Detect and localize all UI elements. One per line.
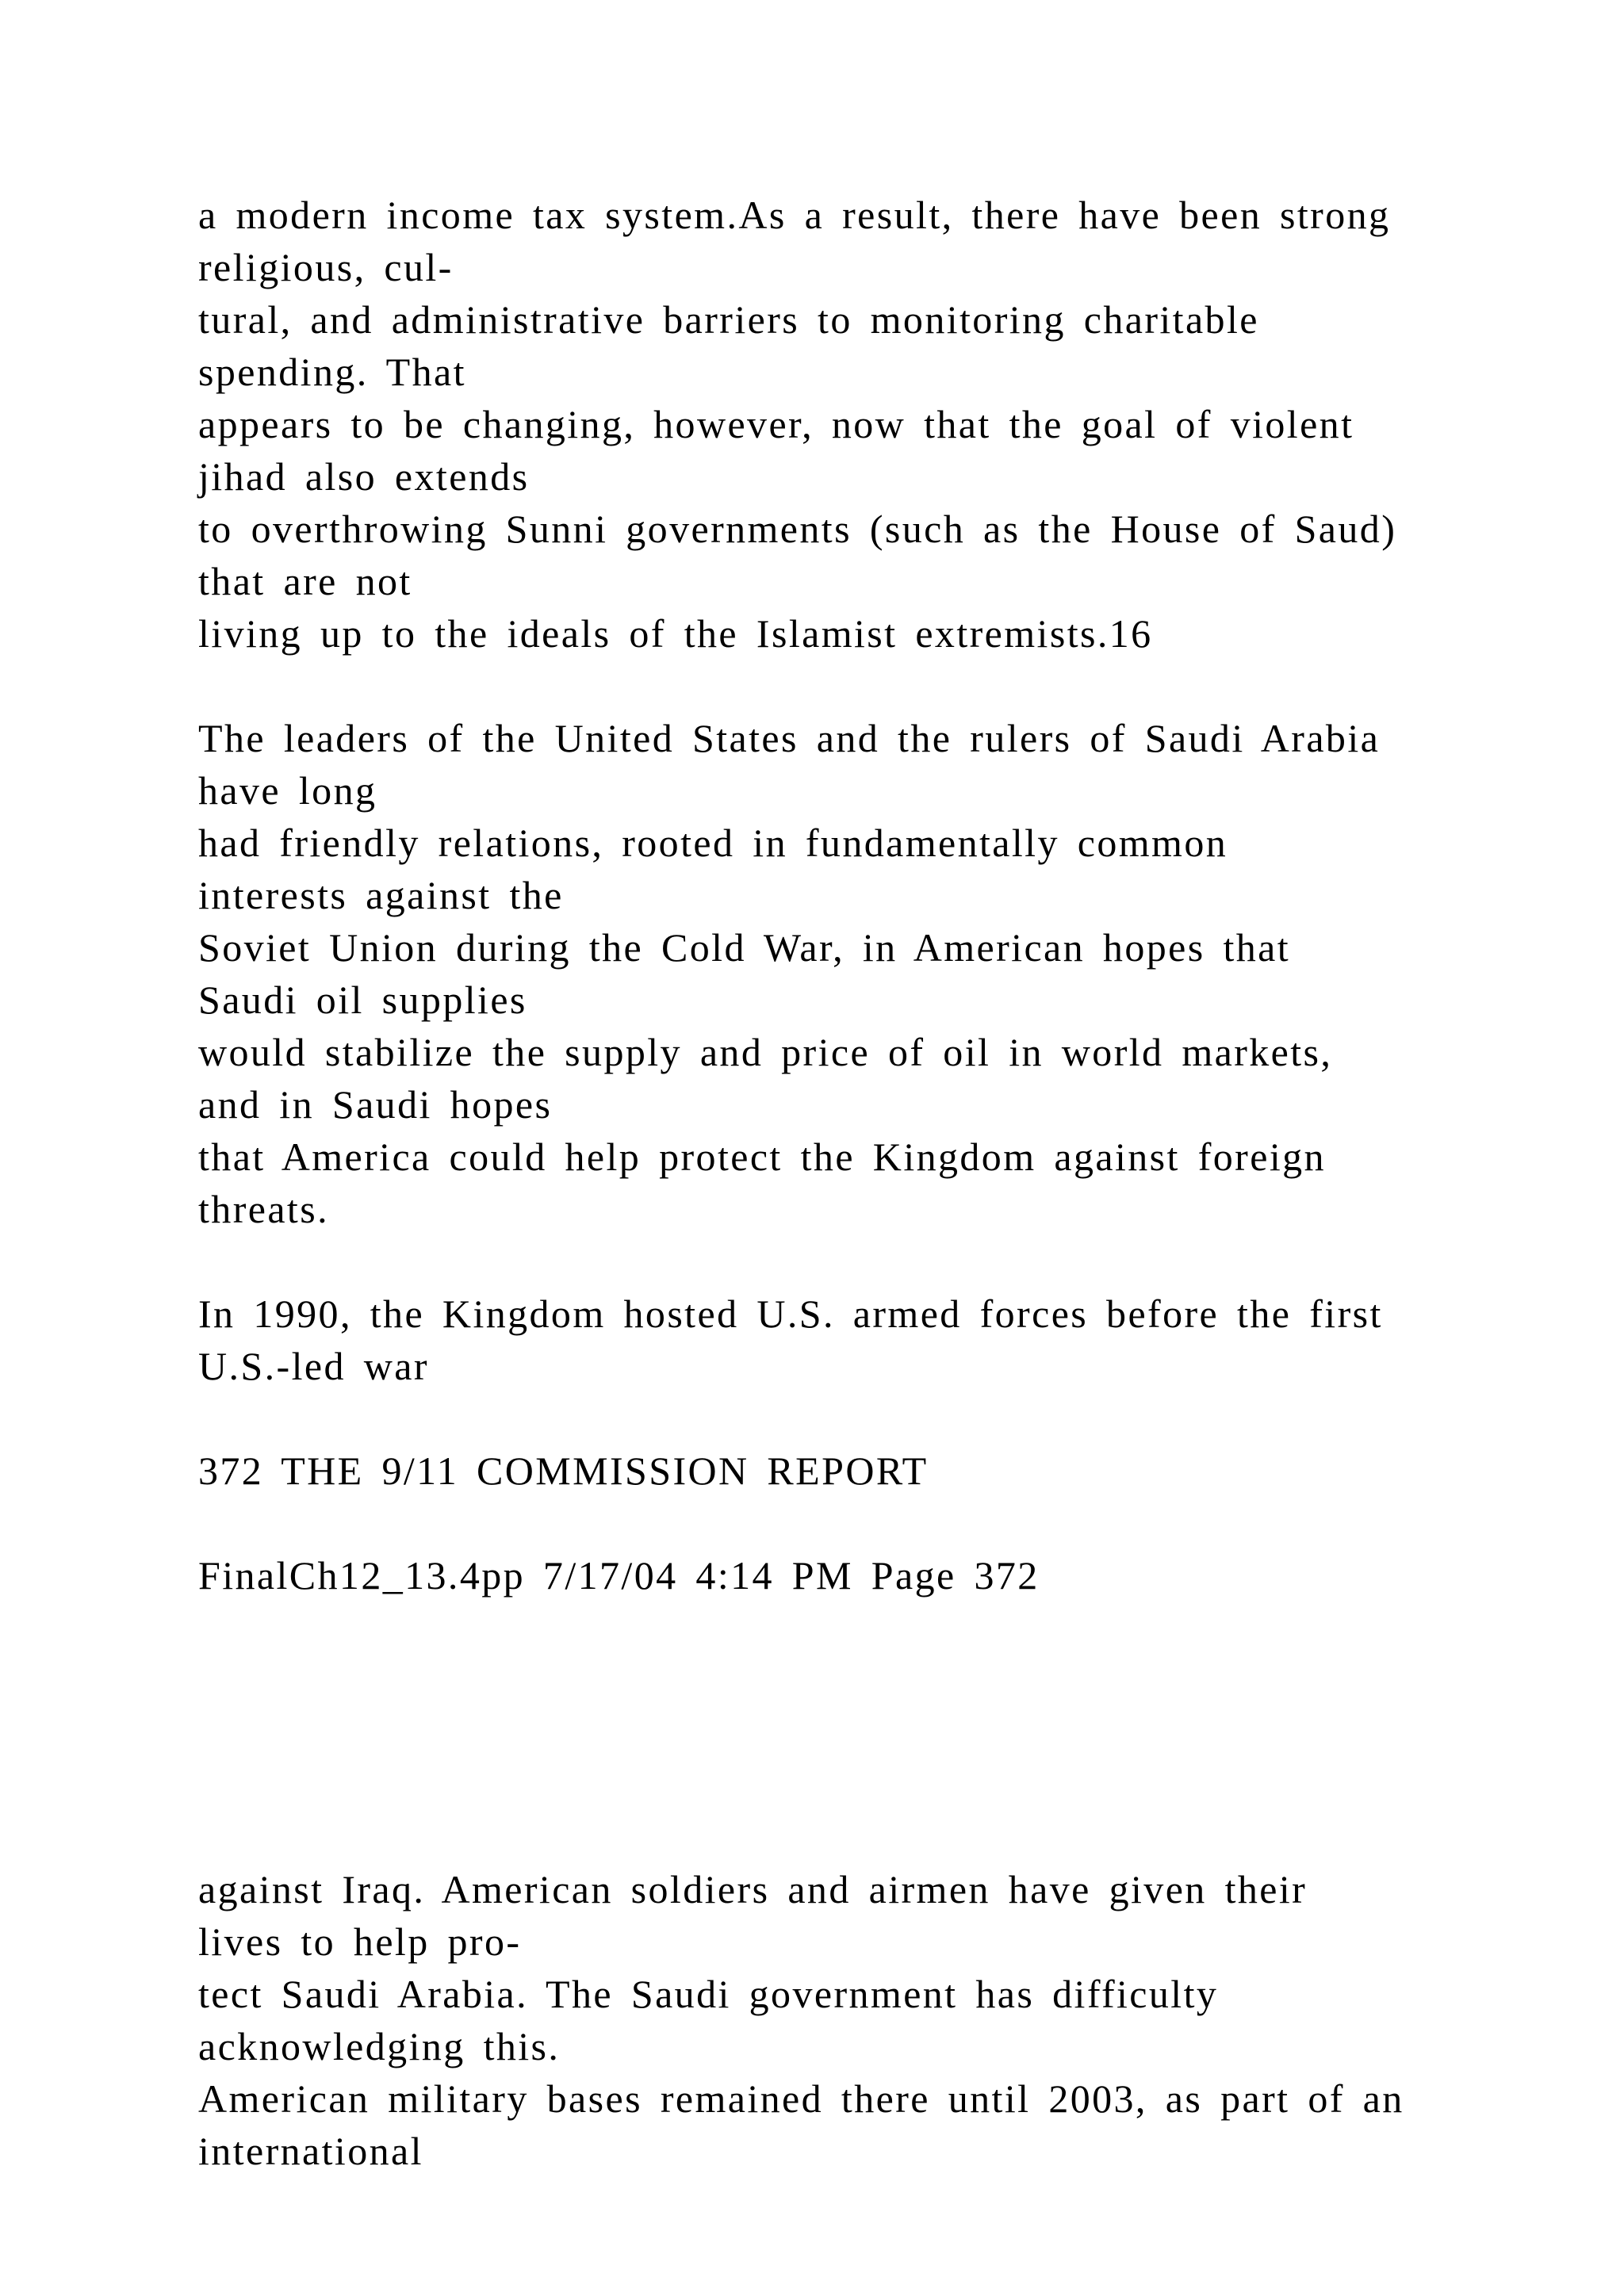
text-line: international (198, 2129, 423, 2173)
text-line: living up to the ideals of the Islamist extremists.16 (198, 611, 1153, 656)
paragraph-charitable-spending (198, 189, 1467, 660)
text-line: Soviet Union during the Cold War, in American hopes that (198, 925, 1291, 970)
text-line: spending. That (198, 350, 466, 394)
text-line: have long (198, 768, 377, 813)
text-line: interests against the (198, 873, 564, 917)
running-footer-title (198, 1445, 1467, 1497)
text-line: jihad also extends (198, 454, 530, 499)
text-line: U.S.-led war (198, 1344, 429, 1388)
paragraph-1990-kingdom (198, 1288, 1467, 1392)
paragraph-gap (198, 660, 1467, 712)
text-line: appears to be changing, however, now that the goal of violent (198, 402, 1354, 446)
print-slug-line (198, 1549, 1467, 1601)
text-line: a modern income tax system.As a result, there have been strong (198, 193, 1391, 237)
text-line: to overthrowing Sunni governments (such as the House of Saud) (198, 507, 1397, 551)
text-line: against Iraq. American soldiers and airmen have given their (198, 1867, 1308, 1911)
text-line: had friendly relations, rooted in fundamentally common (198, 821, 1228, 865)
text-line: tural, and administrative barriers to monitoring charitable (198, 297, 1259, 342)
text-line: that America could help protect the Kingdom against foreign (198, 1135, 1326, 1179)
text-line: acknowledging this. (198, 2024, 561, 2068)
text-line: would stabilize the supply and price of oil in world markets, (198, 1030, 1333, 1074)
paragraph-gap (198, 1235, 1467, 1288)
text-line: FinalCh12_13.4pp 7/17/04 4:14 PM Page 372 (198, 1553, 1040, 1598)
paragraph-gap (198, 1392, 1467, 1445)
text-line: lives to help pro- (198, 1919, 522, 1964)
text-line: The leaders of the United States and the rulers of Saudi Arabia (198, 716, 1381, 760)
text-line: In 1990, the Kingdom hosted U.S. armed forces before the first (198, 1292, 1383, 1336)
document-page (198, 189, 1467, 2177)
page-break-gap (198, 1601, 1467, 1863)
text-line: 372 THE 9/11 COMMISSION REPORT (198, 1448, 929, 1493)
text-line: tect Saudi Arabia. The Saudi government has difficulty (198, 1972, 1219, 2016)
text-line: religious, cul- (198, 245, 454, 289)
text-line: and in Saudi hopes (198, 1082, 553, 1127)
text-line: threats. (198, 1187, 329, 1231)
paragraph-gap (198, 1497, 1467, 1549)
text-line: Saudi oil supplies (198, 978, 527, 1022)
text-line: American military bases remained there until 2003, as part of an (198, 2076, 1404, 2121)
paragraph-us-saudi-relations (198, 712, 1467, 1235)
text-line: that are not (198, 559, 412, 603)
paragraph-iraq-war (198, 1863, 1467, 2177)
